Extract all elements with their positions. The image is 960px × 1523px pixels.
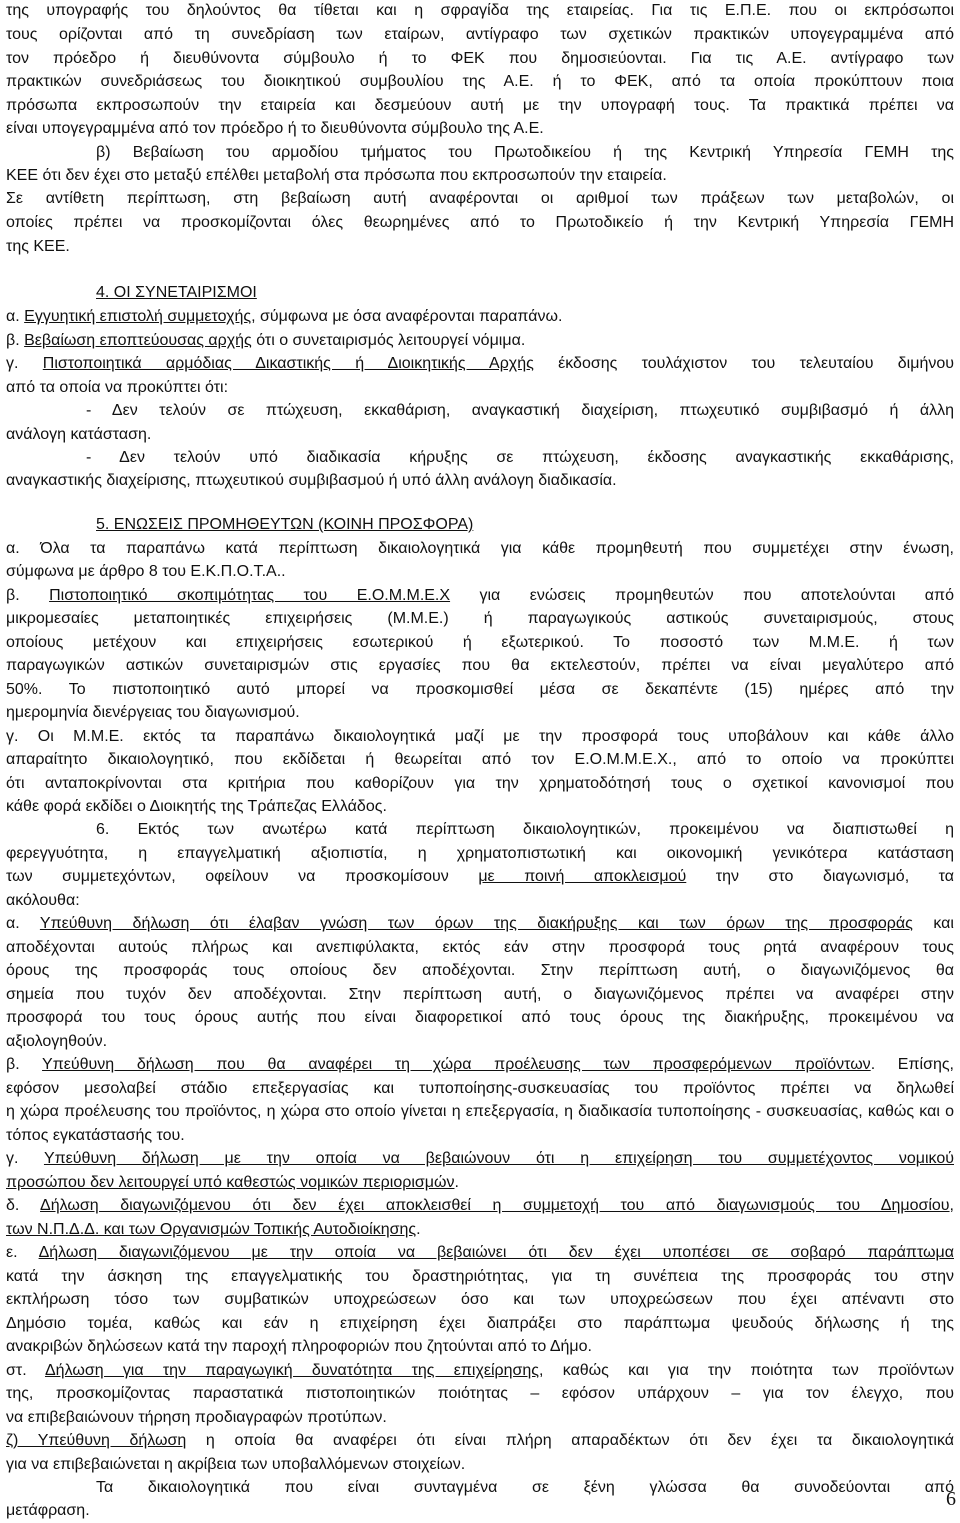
underlined-span: ζ) Υπεύθυνη δήλωση	[6, 1432, 187, 1449]
underlined-span: Δήλωση διαγωνιζόμενου ότι δεν έχει αποκλεισθεί η συμμετοχή του από διαγωνισμούς του Δημοσίου	[40, 1197, 950, 1214]
text-line: 6. Εκτός των ανωτέρω κατά περίπτωση δικαιολογητικών, προκειμένου να διαπιστωθεί η	[96, 821, 954, 838]
text-span: ε.	[6, 1244, 39, 1261]
underlined-span: προσώπου δεν λειτουργεί υπό καθεστώς νομικών περιορισμών	[6, 1174, 455, 1191]
text-span: έκδοσης τουλάχιστον του τελευταίου διμήνου	[533, 355, 954, 372]
text-line	[6, 585, 954, 608]
text-line	[6, 1219, 954, 1242]
text-line: της, προσκομίζοντας παραστατικά πιστοποιητικών ποιότητας – εφόσον υπάρχουν – για τον έλεγχο, που	[6, 1385, 954, 1402]
text-line: α. Όλα τα παραπάνω κατά περίπτωση δικαιολογητικά για κάθε προμηθευτή που συμμετέχει στην ένωση,	[6, 540, 954, 557]
text-span: για ενώσεις προμηθευτών που αποτελούνται από	[450, 587, 954, 604]
text-line: 4. ΟΙ ΣΥΝΕΤΑΙΡΙΣΜΟΙ	[96, 284, 257, 301]
text-span: .	[416, 1221, 421, 1238]
text-line: φερεγγυότητα, η επαγγελματική αξιοπιστία, η χρηματοπιστωτική και οικονομική γενικότερα κατάσταση	[6, 845, 954, 862]
text-line: παραγωγικών αστικών συνεταιρισμών στις εργασίες που θα εκτελεστούν, πρέπει να είναι μεγαλύτερο από	[6, 657, 954, 674]
text-span: . Επίσης,	[870, 1056, 954, 1073]
text-line: ανάλογη κατάσταση.	[6, 426, 152, 443]
text-line: 50%. Το πιστοποιητικό αυτό μπορεί να προσκομισθεί μέσα σε δεκαπέντε (15) ημέρες από την	[6, 681, 954, 698]
text-span: την στο διαγωνισμό, τα	[686, 868, 954, 885]
text-line	[6, 1242, 954, 1265]
text-line: της ΚΕΕ.	[6, 238, 70, 255]
text-line: αναγκαστικής διαχείρισης, πτωχευτικού συμβιβασμού ή υπό άλλη ανάλογη διαδικασία.	[6, 472, 617, 489]
page-number: 6	[946, 1488, 956, 1510]
text-line: κατά την άσκηση της επαγγελματικής του δραστηριότητας, για τη συνέπεια της προσφοράς του στην	[6, 1268, 954, 1285]
text-line: ακόλουθα:	[6, 892, 80, 909]
underlined-span: Δήλωση για την παραγωγική δυνατότητα της επιχείρησης	[44, 1362, 540, 1379]
text-span: ότι ο συνεταιρισμός λειτουργεί νόμιμα.	[251, 332, 526, 349]
text-line: αποδέχονται αυτούς πλήρως και ανεπιφύλακτα, εκτός εάν στην προσφορά τους ρητά αναφέρουν τους	[6, 939, 954, 956]
text-line: πρόσωπα εκπροσωπούν την εταιρεία και δεσμεύουν αυτή με την υπογραφή τους. Τα πρακτικά πρέπει να	[6, 97, 954, 114]
text-line	[6, 1360, 954, 1383]
text-span: , σύμφωνα με όσα αναφέρονται παραπάνω.	[251, 308, 563, 325]
text-span: α.	[6, 308, 25, 325]
text-line	[6, 330, 954, 353]
text-line: πρακτικών συνεδριάσεως του διοικητικού συμβουλίου της Α.Ε. ή το ΦΕΚ, από τα οποία προκύπτουν ποια	[6, 73, 954, 90]
text-span: των συμμετεχόντων, οφείλουν να προσκομίσουν	[6, 868, 479, 885]
text-span: στ.	[6, 1362, 45, 1379]
underlined-span: Δήλωση διαγωνιζόμενου με την οποία να βεβαιώνει ότι δεν έχει υποπέσει σε σοβαρό παράπτωμα	[38, 1244, 954, 1261]
text-span: , καθώς και για την ποιότητα των προϊόντων	[539, 1362, 954, 1379]
text-line	[6, 1054, 954, 1077]
text-line: ΚΕΕ ότι δεν έχει στο μεταξύ επέλθει μεταβολή στα πρόσωπα που εκπροσωπούν την εταιρεία.	[6, 167, 667, 184]
text-line: οποίες πρέπει να προσκομίζονται όλες θεωρημένες από το Πρωτοδικείο ή την Κεντρική Υπηρεσία ΓΕΜΗ	[6, 214, 954, 231]
text-line: σημεία που τυχόν δεν αποδέχονται. Στην περίπτωση αυτή, ο διαγωνιζόμενος πρέπει να αναφέρει στην	[6, 986, 954, 1003]
underlined-span: Υπεύθυνη δήλωση ότι έλαβαν γνώση των όρων της διακήρυξης και των όρων της προσφοράς	[39, 915, 913, 932]
text-span: η οποία θα αναφέρει ότι είναι πλήρη απαραδέκτων ότι δεν έχει τα δικαιολογητικά	[186, 1432, 954, 1449]
text-line: γ. Οι Μ.Μ.Ε. εκτός τα παραπάνω δικαιολογητικά μαζί με την προσφορά τους υποβάλουν και κάθε άλλο	[6, 728, 954, 745]
underlined-span: Εγγυητική επιστολή συμμετοχής	[24, 308, 252, 325]
text-line: ότι ανταποκρίνονται στα κριτήρια που καθορίζουν για την χρηματοδότησή τους ο σχετικοί κανονισμοί που	[6, 775, 954, 792]
text-line: κάθε φορά εκδίδει ο Διοικητής της Τράπεζας Ελλάδος.	[6, 798, 387, 815]
text-line: β) Βεβαίωση του αρμοδίου τμήματος του Πρωτοδικείου ή της Κεντρική Υπηρεσία ΓΕΜΗ της	[96, 144, 954, 161]
text-span: γ.	[6, 355, 43, 372]
text-line: - Δεν τελούν σε πτώχευση, εκκαθάριση, αναγκαστική διαχείριση, πτωχευτικό συμβιβασμό ή άλλη	[86, 402, 954, 419]
text-line: είναι υπογεγραμμένα από τον πρόεδρο ή το διευθύνοντα σύμβουλο της Α.Ε.	[6, 120, 544, 137]
text-line: απαραίτητο δικαιολογητικό, που εκδίδεται ή θεωρείται από τον Ε.Ο.Μ.Μ.Ε.Χ., από το οποίο να προκύπτει	[6, 751, 954, 768]
text-line	[6, 1195, 954, 1218]
text-line: ανακριβών δηλώσεων κατά την παροχή πληροφοριών που ζητούνται από το Δήμο.	[6, 1338, 592, 1355]
text-line: οποίους μετέχουν και επιχειρήσεις εσωτερικού ή εξωτερικού. Το ποσοστό των Μ.Μ.Ε. ή των	[6, 634, 954, 651]
text-line: εφόσον μεσολαβεί στάδιο επεξεργασίας και τυποποίησης-συσκευασίας του προϊόντος πρέπει να δηλωθεί	[6, 1080, 954, 1097]
text-line	[6, 1172, 954, 1195]
text-line: σύμφωνα με άρθρο 8 του Ε.Κ.Π.Ο.Τ.Α..	[6, 563, 286, 580]
text-line: ημερομηνία διενέργειας του διαγωνισμού.	[6, 704, 300, 721]
text-span: β.	[6, 1056, 43, 1073]
text-line: η χώρα προέλευσης του προϊόντος, η χώρα στο οποίο γίνεται η επεξεργασία, η διαδικασία τυποποίησης - συσκευασίας, καθώς και ο	[6, 1103, 954, 1120]
text-line: τους ορίζονται από τη συνεδρίαση των εταίρων, αντίγραφο των σχετικών πρακτικών υπογεγραμμένα από	[6, 26, 954, 43]
text-line	[6, 866, 954, 889]
text-line: από τα οποία να προκύπτει ότι:	[6, 379, 229, 396]
text-line	[6, 353, 954, 376]
text-span: β.	[6, 587, 50, 604]
underlined-span: Βεβαίωση εποπτεύουσας αρχής	[24, 332, 252, 349]
text-span: ,	[949, 1197, 954, 1214]
text-line: μικρομεσαίες μεταποιητικές επιχειρήσεις (Μ.Μ.Ε.) ή παραγωγικούς αστικούς συνεταιρισμούς, στους	[6, 610, 954, 627]
text-line: - Δεν τελούν υπό διαδικασία κήρυξης σε πτώχευση, έκδοσης αναγκαστικής εκκαθάρισης,	[86, 449, 954, 466]
text-line: μετάφραση.	[6, 1502, 90, 1519]
text-line: όρους της προσφοράς τους οποίους δεν αποδέχονται. Στην περίπτωση αυτή, ο διαγωνιζόμενος θα	[6, 962, 954, 979]
text-span: δ.	[6, 1197, 41, 1214]
text-line	[6, 1148, 954, 1171]
text-line: εκπλήρωση τόσο των συμβατικών υποχρεώσεων όσο και των υποχρεώσεων που έχει απέναντι στο	[6, 1291, 954, 1308]
text-span: α.	[6, 915, 40, 932]
text-span: γ.	[6, 1150, 44, 1167]
text-span: .	[454, 1174, 459, 1191]
text-line: αξιολογηθούν.	[6, 1033, 108, 1050]
text-line: Σε αντίθετη περίπτωση, στη βεβαίωση αυτή αναφέρονται οι αριθμοί των πράξεων των μεταβολών, οι	[6, 190, 954, 207]
underlined-span: Πιστοποιητικό σκοπιμότητας του Ε.Ο.Μ.Μ.Ε.Χ	[49, 587, 451, 604]
text-line: Τα δικαιολογητικά που είναι συνταγμένα σε ξένη γλώσσα θα συνοδεύονται από	[96, 1479, 954, 1496]
underlined-span: των Ν.Π.Δ.Δ. και των Οργανισμών Τοπικής Αυτοδιοίκησης	[6, 1221, 417, 1238]
text-line: Δημόσιο τομέα, καθώς και εάν η επιχείρηση έχει διαπράξει στο παράπτωμα ψευδούς δήλωσης ή της	[6, 1315, 954, 1332]
text-line: τόπος εγκατάστασής του.	[6, 1127, 185, 1144]
text-span: και	[912, 915, 954, 932]
text-line: τον πρόεδρο ή διευθύνοντα σύμβουλο ή το ΦΕΚ που δημοσιεύονται. Για τις Α.Ε. αντίγραφο των	[6, 50, 954, 67]
text-line	[6, 913, 954, 936]
text-line	[6, 306, 954, 329]
text-line: προσφορά του τους όρους αυτής που είναι διαφορετικοί από τους όρους της διακήρυξης, προκειμένου να	[6, 1009, 954, 1026]
text-line	[6, 1430, 954, 1453]
underlined-span: Υπεύθυνη δήλωση με την οποία να βεβαιώνουν ότι η επιχείρηση του συμμετέχοντος νομικού	[43, 1150, 954, 1167]
text-line: για να επιβεβαιώνεται η ακρίβεια των υποβαλλόμενων στοιχείων.	[6, 1456, 466, 1473]
text-span: β.	[6, 332, 25, 349]
text-line: να επιβεβαιώνουν τήρηση προδιαγραφών προτύπων.	[6, 1409, 387, 1426]
text-line: της υπογραφής του δηλούντος θα τίθεται και η σφραγίδα της εταιρείας. Για τις Ε.Π.Ε. που οι εκπρόσωποι	[6, 2, 954, 19]
text-line: 5. ΕΝΩΣΕΙΣ ΠΡΟΜΗΘΕΥΤΩΝ (ΚΟΙΝΗ ΠΡΟΣΦΟΡΑ)	[96, 516, 474, 533]
underlined-span: Υπεύθυνη δήλωση που θα αναφέρει τη χώρα προέλευσης των προσφερόμενων προϊόντων	[42, 1056, 871, 1073]
underlined-span: Πιστοποιητικά αρμόδιας Δικαστικής ή Διοικητικής Αρχής	[42, 355, 534, 372]
underlined-span: με ποινή αποκλεισμού	[478, 868, 687, 885]
